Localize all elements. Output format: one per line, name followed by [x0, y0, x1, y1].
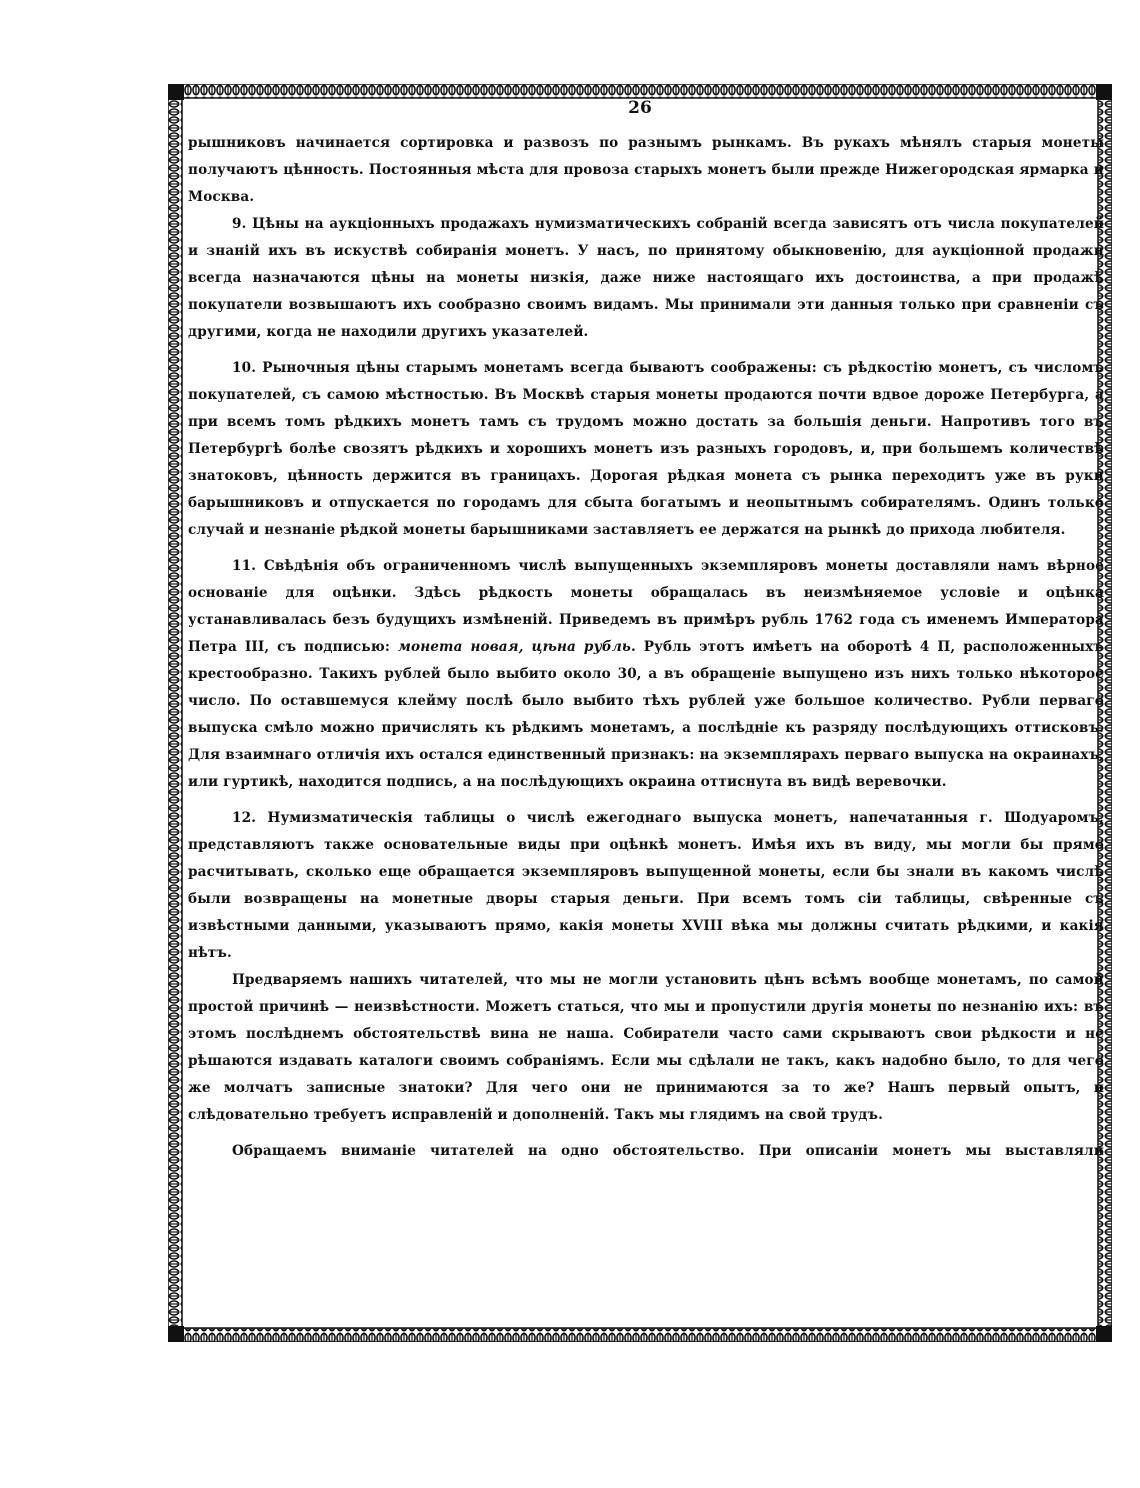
coin-inscription: монета новая, цѣна рубль [397, 639, 632, 655]
paragraph-12: 12. Нумизматическія таблицы о числѣ ежегоднаго выпуска монетъ, напечатанныя г. Шодуаромъ, представляютъ также основательные виды при оцѣнкѣ монетъ. Имѣя ихъ въ виду, мы могли бы прямо расчитывать, сколько еще обращается экземпляровъ выпущенной монеты, если бы знали въ какомъ числѣ были возвращены на монетные дворы старыя деньги. При всемъ томъ сіи таблицы, свѣренные съ извѣстными данными, указываютъ прямо, какія монеты XVIII вѣка мы должны считать рѣдкими, и какія нѣтъ. [188, 810, 1104, 961]
paragraph-11 [188, 553, 1104, 796]
page-frame [168, 84, 1112, 1342]
paragraph-11-text-before: 11. Свѣдѣнія объ ограниченномъ числѣ выпущенныхъ экземпляровъ монеты доставляли намъ вѣрное основаніе для оцѣнки. Здѣсь рѣдкость монеты обращалась въ неизмѣняемое условіе и оцѣнка устанавливалась безъ будущихъ измѣненій. Приведемъ въ примѣръ рубль 1762 года съ именемъ Императора Петра III, съ подписью: [188, 558, 1104, 655]
paragraph-notice: Предваряемъ нашихъ читателей, что мы не могли установить цѣнъ всѣмъ вообще монетамъ, по самой простой причинѣ — неизвѣстности. Можетъ статься, что мы и пропустили другія монеты по незнанію ихъ: въ этомъ послѣднемъ обстоятельствѣ вина не наша. Собиратели часто сами скрываютъ свои рѣдкости и не рѣшаются издавать каталоги своимъ собраніямъ. Если мы сдѣлали не такъ, какъ надобно было, то для чего же молчатъ записные знатоки? Для чего они не принимаются за то же? Нашъ первый опытъ, и слѣдовательно требуетъ исправленій и дополненій. Такъ мы глядимъ на свой трудъ. [188, 972, 1104, 1123]
paragraph-11-text-after: . Рубль этотъ имѣетъ на оборотѣ 4 П, расположенныхъ крестообразно. Такихъ рублей было выбито около 30, а въ обращеніе выпущено изъ нихъ только нѣкоторое число. По оставшемуся клейму послѣ было выбито тѣхъ рублей уже большое количество. Рубли перваго выпуска смѣло можно причислять къ рѣдкимъ монетамъ, а послѣдніе къ разряду послѣдующихъ оттисковъ. Для взаимнаго отличія ихъ остался единственный признакъ: на экземплярахъ перваго выпуска на окраинахъ, или гуртикѣ, находится подпись, а на послѣдующихъ окраина оттиснута въ видѣ веревочки. [188, 639, 1104, 790]
paragraph-10: 10. Рыночныя цѣны старымъ монетамъ всегда бываютъ соображены: съ рѣдкостію монетъ, съ числомъ покупателей, съ самою мѣстностью. Въ Москвѣ старыя монеты продаются почти вдвое дороже Петербурга, а при всемъ томъ рѣдкихъ монетъ тамъ съ трудомъ можно достать за большія деньги. Напротивъ того въ Петербургѣ болѣе свозятъ рѣдкихъ и хорошихъ монетъ изъ разныхъ городовъ, и, при большемъ количествѣ знатоковъ, цѣнность держится въ границахъ. Дорогая рѣдкая монета съ рынка переходитъ уже въ руки барышниковъ и отпускается по городамъ для сбыта богатымъ и неопытнымъ собирателямъ. Одинъ только случай и незнаніе рѣдкой монеты барышниками заставляетъ ее держатся на рынкѣ до прихода любителя. [188, 360, 1104, 538]
page-number: 26 [628, 98, 652, 118]
paragraph-final: Обращаемъ вниманіе читателей на одно обстоятельство. При описаніи монетъ мы выставляли [232, 1143, 1104, 1159]
paragraph-continuation: рышниковъ начинается сортировка и развозъ по разнымъ рынкамъ. Въ рукахъ мѣнялъ старыя монеты получаютъ цѣнность. Постоянныя мѣста для провоза старыхъ монетъ были прежде Нижегородская ярмарка и Москва. [188, 135, 1104, 205]
body-text [188, 130, 1104, 1165]
paragraph-9: 9. Цѣны на аукціонныхъ продажахъ нумизматическихъ собраній всегда зависятъ отъ числа покупателей и знаній ихъ въ искуствѣ собиранія монетъ. У насъ, по принятому обыкновенію, для аукціонной продажи всегда назначаются цѣны на монеты низкія, даже ниже настоящаго ихъ достоинства, а при продажѣ покупатели возвышаютъ ихъ сообразно своимъ видамъ. Мы принимали эти данныя только при сравненіи съ другими, когда не находили другихъ указателей. [188, 216, 1104, 340]
